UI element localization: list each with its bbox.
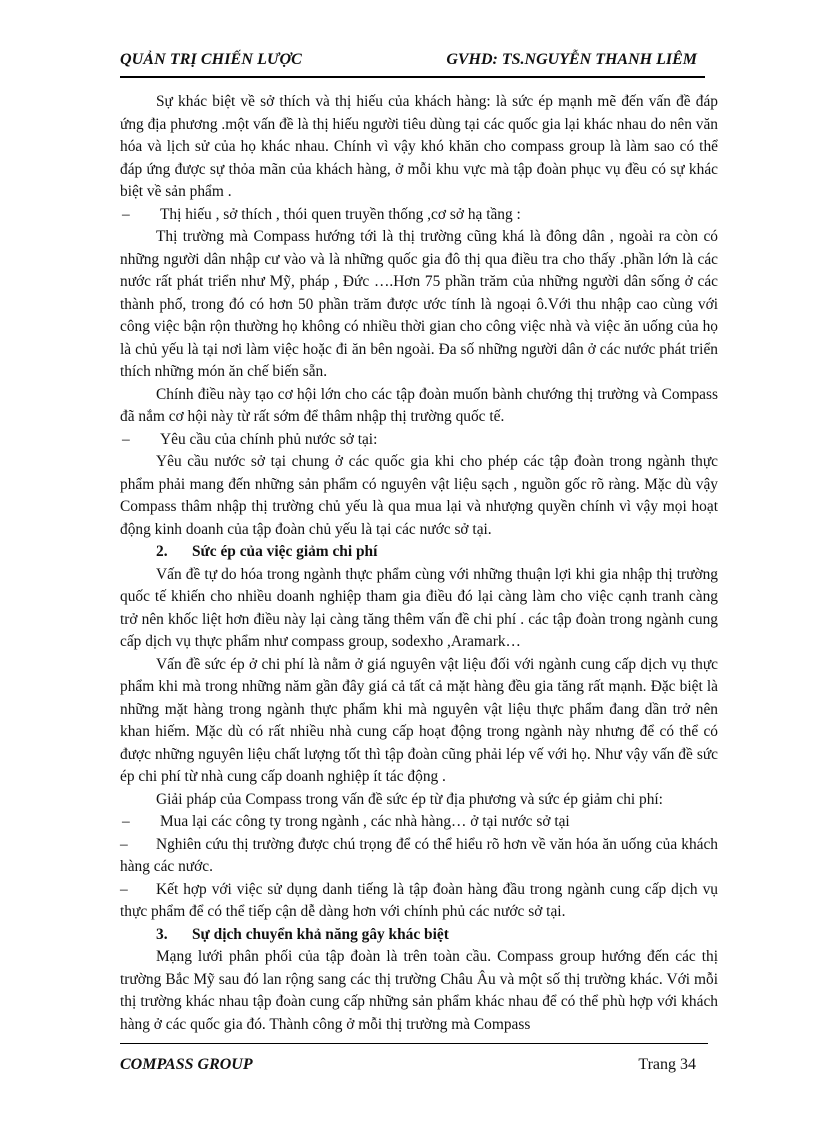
section-heading — [120, 541, 718, 564]
bullet-text: Kết hợp với việc sử dụng danh tiếng là tập đoàn hàng đầu trong ngành cung cấp dịch vụ thực phẩm để có thể tiếp cận dễ dàng hơn với chính phủ các nước sở tại. — [120, 880, 718, 920]
bullet-item — [120, 204, 718, 227]
bullet-text: Nghiên cứu thị trường được chú trọng để có thể hiểu rõ hơn về văn hóa ăn uống của khách hàng các nước. — [120, 835, 718, 875]
section-title: Sự dịch chuyển khả năng gây khác biệt — [192, 925, 449, 943]
page-header — [120, 50, 705, 78]
paragraph: Sự khác biệt về sở thích và thị hiếu của khách hàng: là sức ép mạnh mẽ đến vấn đề đáp ứng địa phương .một vấn đề là thị hiếu người tiêu dùng tại các quốc gia lại khác nhau do nên văn hóa và lịch sử của họ khác nhau. Chính vì vậy khó khăn cho compass group là làm sao có thể đáp ứng được sự thỏa mãn của khách hàng, ở mỗi khu vực mà tập đoàn phục vụ đều có sự khác biệt về sản phẩm . — [120, 93, 718, 200]
section-heading — [120, 924, 718, 947]
bullet-text: Yêu cầu của chính phủ nước sở tại: — [160, 430, 378, 448]
header-instructor: GVHD: TS.NGUYỄN THANH LIÊM — [446, 51, 697, 68]
paragraph: Yêu cầu nước sở tại chung ở các quốc gia khi cho phép các tập đoàn trong ngành thực phẩm phải mang đến những sản phẩm có nguyên vật liệu sạch , nguồn gốc rõ ràng. Mặc dù vậy Compass thâm nhập thị trường chủ yếu là qua mua lại và nhượng quyền chính vì vậy mọi hoạt động kinh doanh của tập đoàn chủ yếu là tại các nước sở tại. — [120, 453, 718, 538]
header-course-title: QUẢN TRỊ CHIẾN LƯỢC — [120, 51, 302, 68]
bullet-item — [120, 834, 718, 879]
dash-marker: – — [122, 205, 130, 223]
section-number: 3. — [156, 925, 168, 943]
bullet-item — [120, 811, 718, 834]
dash-marker: – — [122, 813, 130, 830]
page-number: Trang 34 — [638, 1056, 696, 1073]
paragraph: Vấn đề tự do hóa trong ngành thực phẩm cùng với những thuận lợi khi gia nhập thị trường quốc tế khiến cho nhiều doanh nghiệp tham gia điều đó lại càng làm cho việc cạnh tranh càng trở nên khốc liệt hơn điều này lại càng tăng thêm vấn đề chi phí . các tập đoàn trong ngành cung cấp dịch vụ thực phẩm như compass group, sodexho ,Aramark… — [120, 565, 718, 650]
bullet-item — [120, 429, 718, 452]
dash-marker: – — [120, 835, 128, 853]
bullet-text: Mua lại các công ty trong ngành , các nhà hàng… ở tại nước sở tại — [160, 813, 570, 830]
page-body — [120, 91, 718, 1036]
section-title: Sức ép của việc giảm chi phí — [192, 543, 378, 560]
dash-marker: – — [120, 880, 128, 898]
footer-company: COMPASS GROUP — [120, 1056, 253, 1073]
paragraph: Chính điều này tạo cơ hội lớn cho các tập đoàn muốn bành chướng thị trường và Compass đã nắm cơ hội này từ rất sớm để thâm nhập thị trường quốc tế. — [120, 385, 718, 425]
paragraph: Thị trường mà Compass hướng tới là thị trường cũng khá là đông dân , ngoài ra còn có những người dân nhập cư vào và là những quốc gia đô thị qua điều tra cho thấy .phần lớn là các nước rất phát triển như Mỹ, pháp , Đức ….Hơn 75 phần trăm của những người dân sống ở các thành phố, trong đó có hơn 50 phần trăm được ước tính là ngoại ô.Với thu nhập cao cùng với công việc bận rộn thường họ không có nhiều thời gian cho công việc nhà và việc ăn uống của họ là chủ yếu là tại nơi làm việc hoặc đi ăn bên ngoài. Đa số những người dân ở các nước phát triển thích những món ăn chế biến sẵn. — [120, 228, 718, 380]
paragraph: Mạng lưới phân phối của tập đoàn là trên toàn cầu. Compass group hướng đến các thị trường Bắc Mỹ sau đó lan rộng sang các thị trường Châu Âu và một số thị trường khác. Với mỗi thị trường khác nhau tập đoàn cung cấp những sản phẩm khác nhau để có thể phù hợp với khách hàng ở các quốc gia đó. Thành công ở mỗi thị trường mà Compass — [120, 948, 718, 1033]
dash-marker: – — [122, 430, 130, 448]
paragraph: Giải pháp của Compass trong vấn đề sức ép từ địa phương và sức ép giảm chi phí: — [156, 790, 663, 808]
paragraph: Vấn đề sức ép ở chi phí là nằm ở giá nguyên vật liệu đối với ngành cung cấp dịch vụ thực phẩm khi mà trong những năm gần đây giá cả tất cả mặt hàng đều gia tăng rất mạnh. Đặc biệt là những mặt hàng trong ngành thực phẩm khi mà nguyên vật liệu thực phẩm đang dần trở nên khan hiếm. Mặc dù có rất nhiều nhà cung cấp hoạt động trong ngành này nhưng để có thể có được những nguyên liệu chất lượng tốt thì tập đoàn cũng phải lép vế với họ. Như vậy vấn đề sức ép chi phí từ nhà cung cấp doanh nghiệp ít tác động . — [120, 655, 718, 785]
page-footer — [120, 1043, 708, 1073]
bullet-item — [120, 879, 718, 924]
section-number: 2. — [156, 543, 168, 560]
bullet-text: Thị hiếu , sở thích , thói quen truyền thống ,cơ sở hạ tầng : — [160, 205, 521, 223]
